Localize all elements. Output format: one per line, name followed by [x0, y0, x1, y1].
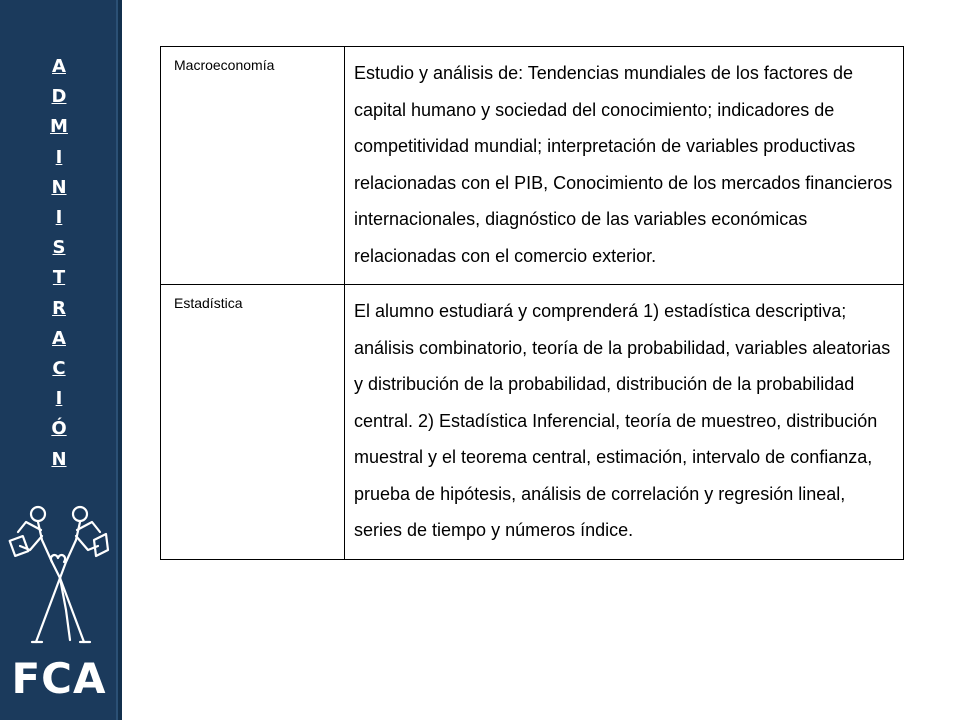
letter-c: C	[52, 358, 66, 380]
letter-n-1: N	[51, 176, 67, 198]
letter-i-1: I	[55, 146, 63, 168]
subject-description-cell: Estudio y análisis de: Tendencias mundiales de los factores de capital humano y sociedad del conocimiento; indicadores de competitividad mundial; interpretación de variables productivas relacionadas con el PIB, Conocimiento de los mercados financieros internacionales, diagnóstico de las variables económicas relacionadas con el comercio exterior.	[345, 47, 904, 285]
subjects-table	[160, 46, 904, 560]
subject-name-cell: Estadística	[161, 285, 345, 560]
letter-i-3: I	[55, 388, 63, 410]
letter-d: D	[51, 86, 67, 108]
vertical-word-administracion	[0, 52, 118, 475]
sidebar	[0, 0, 122, 720]
subject-description-cell: El alumno estudiará y comprenderá 1) estadística descriptiva; análisis combinatorio, teoría de la probabilidad, variables aleatorias y distribución de la probabilidad, distribución de la probabilidad central. 2) Estadística Inferencial, teoría de muestreo, distribución muestral y el teorema central, estimación, intervalo de confianza, prueba de hipótesis, análisis de correlación y regresión lineal, series de tiempo y números índice.	[345, 285, 904, 560]
letter-o-accent: Ó	[51, 418, 67, 440]
letter-t: T	[52, 267, 66, 289]
letter-a-2: A	[52, 327, 66, 349]
fca-figures-emblem-icon	[8, 500, 112, 650]
letter-i-2: I	[55, 207, 63, 229]
letter-a-1: A	[52, 56, 66, 77]
table-row	[161, 47, 904, 285]
letter-s: S	[52, 237, 66, 259]
fca-logo-text: FCA	[11, 654, 107, 703]
letter-m: M	[50, 116, 68, 138]
letter-r: R	[52, 297, 66, 319]
letter-n-2: N	[51, 448, 67, 470]
subject-name-cell: Macroeconomía	[161, 47, 345, 285]
table-row	[161, 285, 904, 560]
